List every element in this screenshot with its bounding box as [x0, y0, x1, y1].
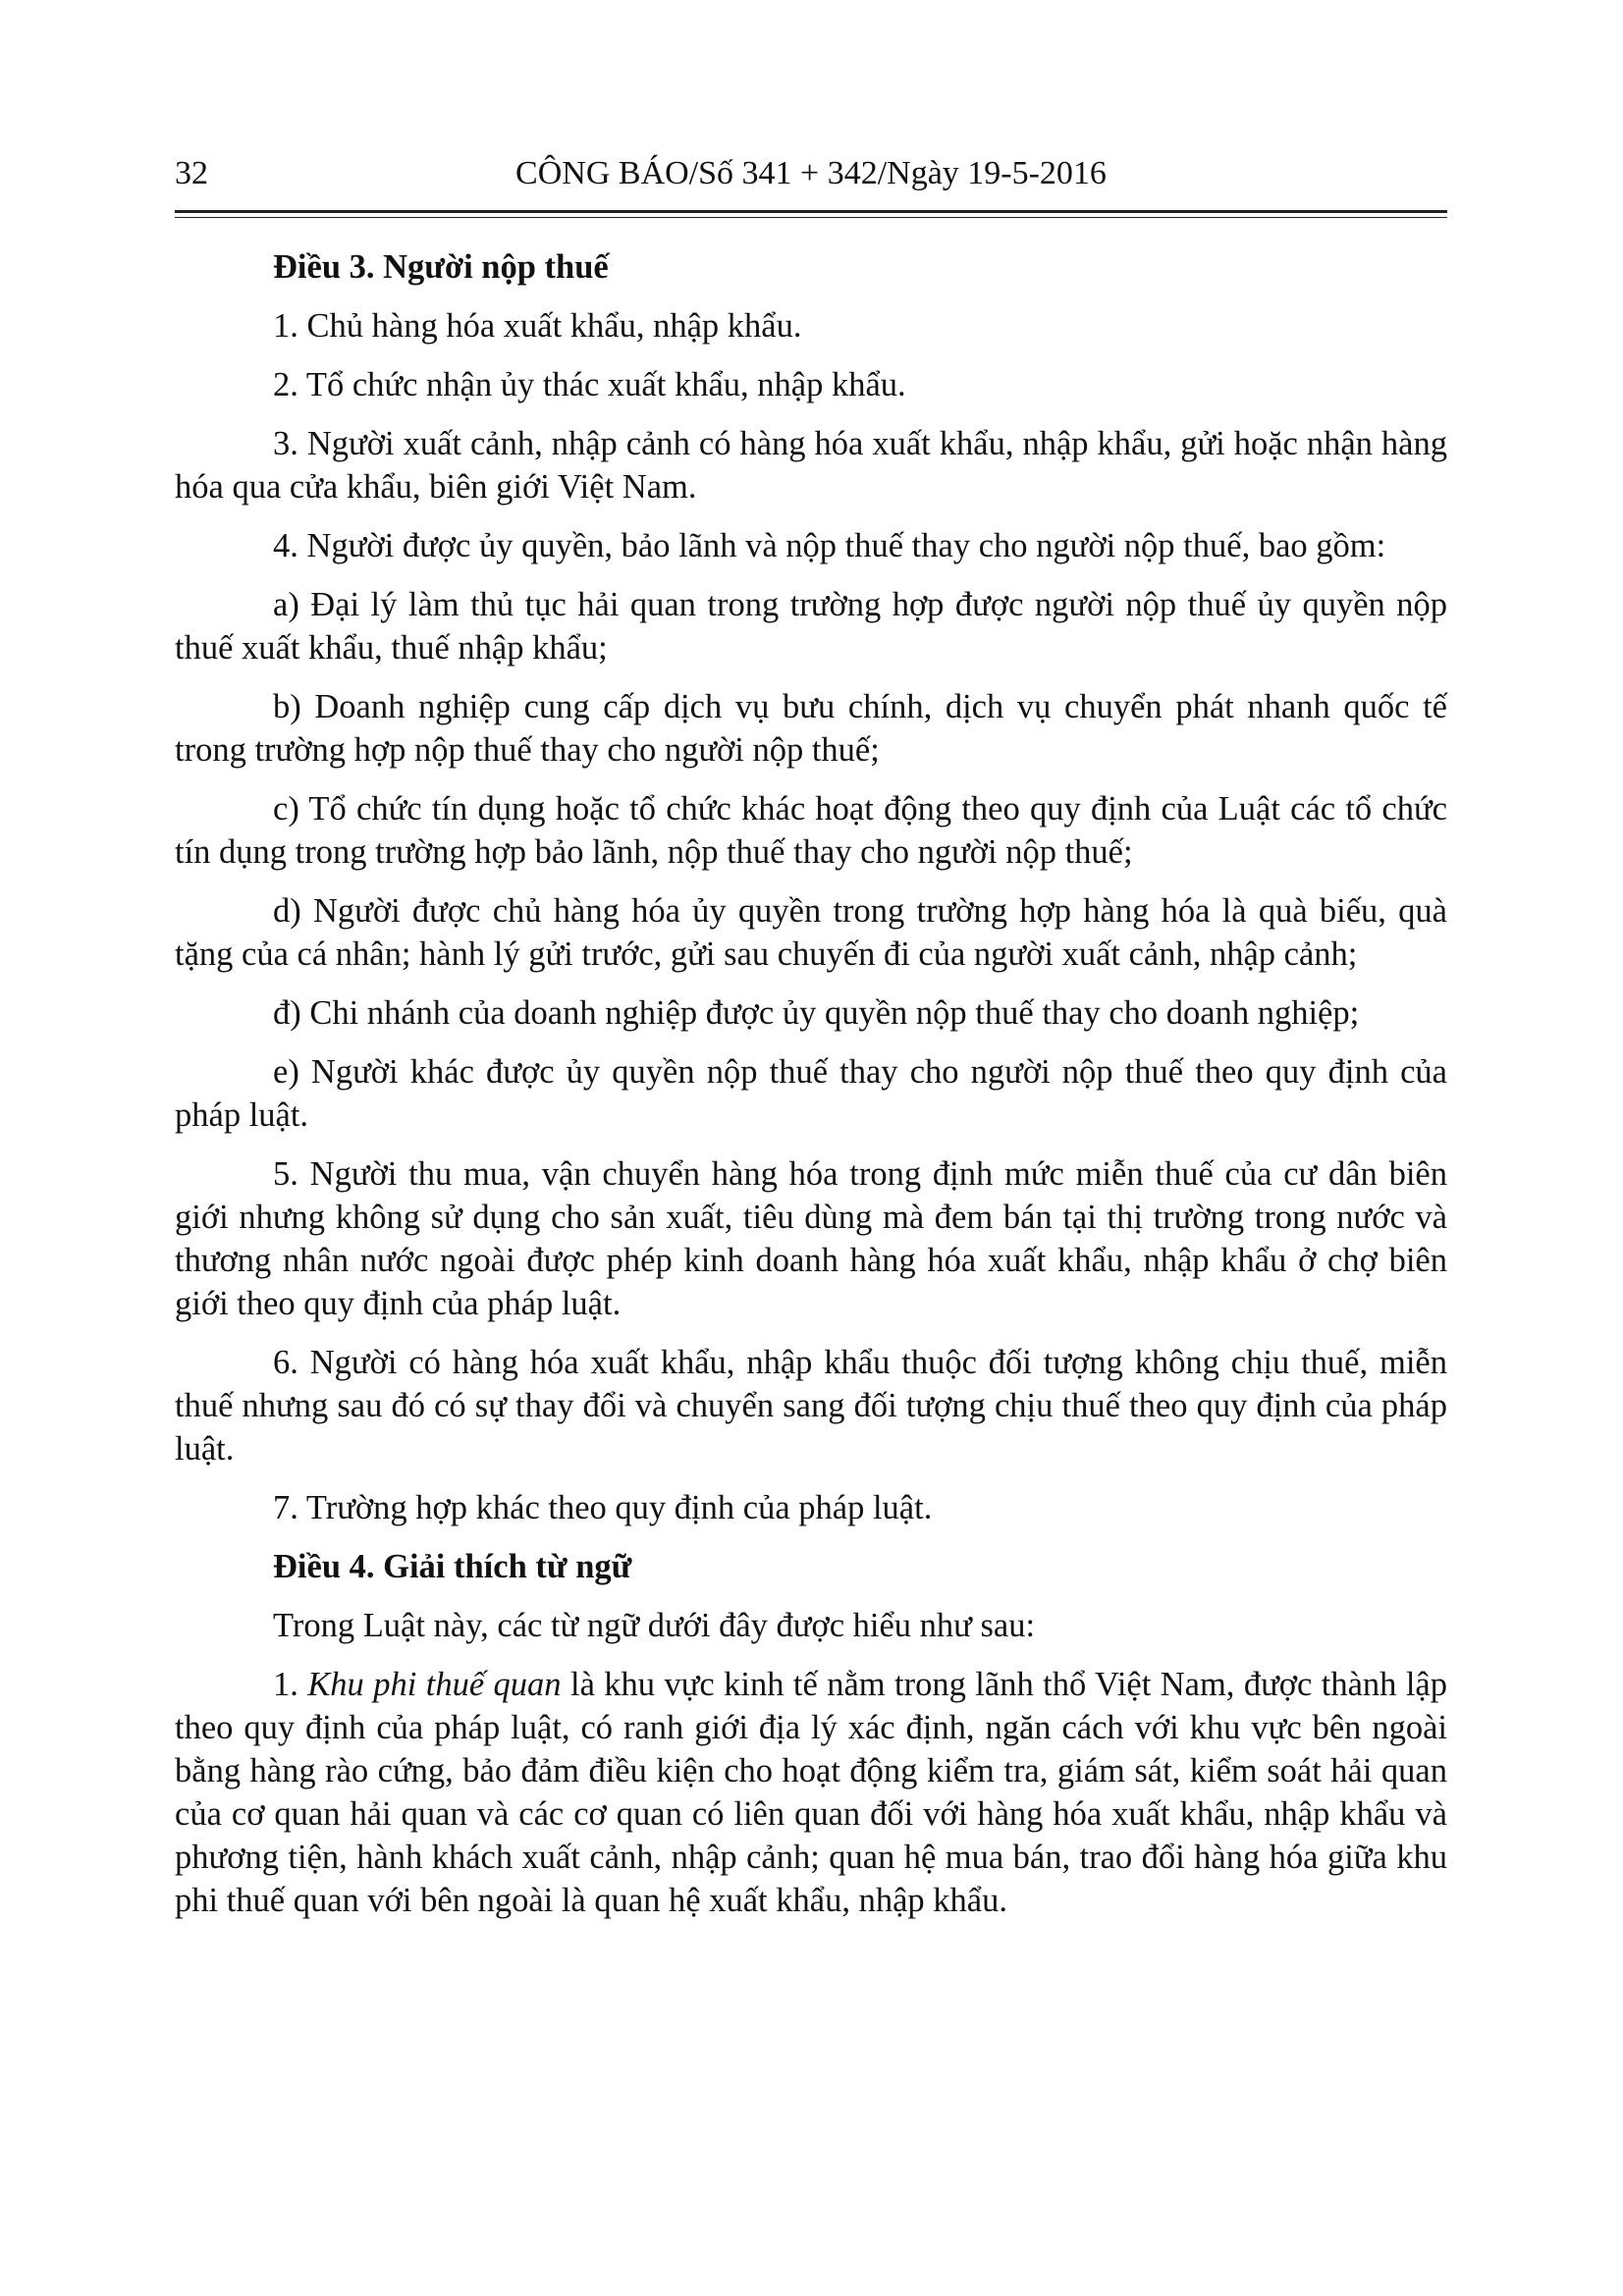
article-3-item-4a: a) Đại lý làm thủ tục hải quan trong trường hợp được người nộp thuế ủy quyền nộp thuế xuất khẩu, thuế nhập khẩu;: [175, 586, 1447, 667]
document-page: [175, 147, 1447, 1938]
article-4-intro: Trong Luật này, các từ ngữ dưới đây được hiểu như sau:: [273, 1607, 1036, 1644]
article-3-item-3: 3. Người xuất cảnh, nhập cảnh có hàng hóa xuất khẩu, nhập khẩu, gửi hoặc nhận hàng hóa qua cửa khẩu, biên giới Việt Nam.: [175, 425, 1447, 506]
header-rule-thick: [175, 210, 1447, 213]
gazette-title: CÔNG BÁO/Số 341 + 342/Ngày 19-5-2016: [515, 155, 1107, 191]
article-4-item-1-number: 1.: [273, 1666, 308, 1703]
article-3-item-4d: d) Người được chủ hàng hóa ủy quyền trong trường hợp hàng hóa là quà biếu, quà tặng của cá nhân; hành lý gửi trước, gửi sau chuyến đi của người xuất cảnh, nhập cảnh;: [175, 892, 1447, 973]
article-3-item-6: 6. Người có hàng hóa xuất khẩu, nhập khẩu thuộc đối tượng không chịu thuế, miễn thuế nhưng sau đó có sự thay đổi và chuyển sang đối tượng chịu thuế theo quy định của pháp luật.: [175, 1344, 1447, 1468]
article-4-item-1-term: Khu phi thuế quan: [307, 1666, 562, 1703]
article-3-item-2: 2. Tổ chức nhận ủy thác xuất khẩu, nhập khẩu.: [273, 366, 906, 403]
article-4-heading: Điều 4. Giải thích từ ngữ: [273, 1548, 632, 1585]
article-3-item-1: 1. Chủ hàng hóa xuất khẩu, nhập khẩu.: [273, 307, 802, 345]
document-body: [175, 245, 1447, 1922]
article-3-item-7: 7. Trường hợp khác theo quy định của pháp luật.: [273, 1489, 933, 1526]
page-number: 32: [175, 155, 208, 191]
article-3-item-4dd: đ) Chi nhánh của doanh nghiệp được ủy quyền nộp thuế thay cho doanh nghiệp;: [273, 994, 1360, 1032]
article-3-item-4: 4. Người được ủy quyền, bảo lãnh và nộp thuế thay cho người nộp thuế, bao gồm:: [273, 527, 1386, 564]
article-4-item-1-text: là khu vực kinh tế nằm trong lãnh thổ Việt Nam, được thành lập theo quy định của pháp luật, có ranh giới địa lý xác định, ngăn cách với khu vực bên ngoài bằng hàng rào cứng, bảo đảm điều kiện cho hoạt động kiểm tra, giám sát, kiểm soát hải quan của cơ quan hải quan và các cơ quan có liên quan đối với hàng hóa xuất khẩu, nhập khẩu và phương tiện, hành khách xuất cảnh, nhập cảnh; quan hệ mua bán, trao đổi hàng hóa giữa khu phi thuế quan với bên ngoài là quan hệ xuất khẩu, nhập khẩu.: [175, 1666, 1447, 1919]
header-rule-thin: [175, 217, 1447, 218]
article-4-item-1: [175, 1663, 1447, 1922]
article-3-heading: Điều 3. Người nộp thuế: [273, 248, 609, 286]
article-3-item-5: 5. Người thu mua, vận chuyển hàng hóa trong định mức miễn thuế của cư dân biên giới nhưng không sử dụng cho sản xuất, tiêu dùng mà đem bán tại thị trường trong nước và thương nhân nước ngoài được phép kinh doanh hàng hóa xuất khẩu, nhập khẩu ở chợ biên giới theo quy định của pháp luật.: [175, 1155, 1447, 1322]
article-3-item-4c: c) Tổ chức tín dụng hoặc tổ chức khác hoạt động theo quy định của Luật các tổ chức tín dụng trong trường hợp bảo lãnh, nộp thuế thay cho người nộp thuế;: [175, 790, 1447, 871]
article-3-item-4e: e) Người khác được ủy quyền nộp thuế thay cho người nộp thuế theo quy định của pháp luật.: [175, 1053, 1447, 1134]
page-header: [175, 147, 1447, 206]
article-3-item-4b: b) Doanh nghiệp cung cấp dịch vụ bưu chính, dịch vụ chuyển phát nhanh quốc tế trong trường hợp nộp thuế thay cho người nộp thuế;: [175, 688, 1447, 769]
